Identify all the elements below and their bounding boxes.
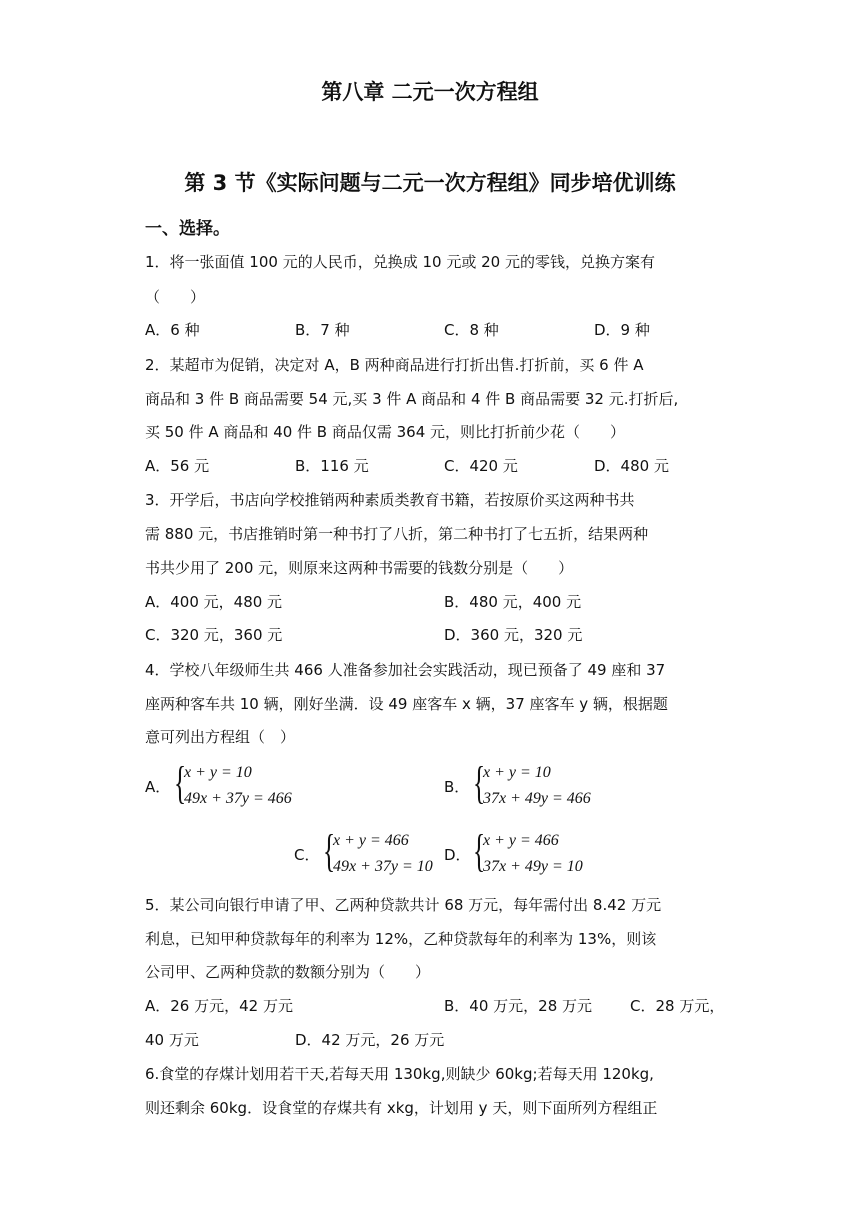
q6-line1: 6.食堂的存煤计划用若干天,若每天用 130kg,则缺少 60kg;若每天用 120kg,: [145, 1065, 654, 1083]
q1-option-b: B．7 种: [295, 321, 350, 339]
q5-option-c: C．28 万元，: [630, 997, 725, 1015]
q3-option-a: A．400 元，480 元: [145, 593, 283, 611]
q5-option-c-cont: 40 万元: [145, 1031, 199, 1049]
q3-option-d: D．360 元，320 元: [444, 626, 583, 644]
q2-line2: 商品和 3 件 B 商品需要 54 元,买 3 件 A 商品和 4 件 B 商品需要 32 元.打折后,: [145, 390, 679, 408]
q3-line2: 需 880 元，书店推销时第一种书打了八折，第二种书打了七五折，结果两种: [145, 525, 649, 543]
chapter-title: 第八章 二元一次方程组: [321, 80, 539, 104]
q5-line3: 公司甲、乙两种贷款的数额分别为（ ）: [145, 963, 431, 981]
q1-line2: （ ）: [145, 288, 206, 306]
q4-line3: 意可列出方程组（ ）: [145, 728, 296, 746]
q4-line2: 座两种客车共 10 辆，刚好坐满．设 49 座客车 x 辆，37 座客车 y 辆，根据题: [145, 695, 668, 713]
q4-option-d-label: D．: [444, 846, 471, 864]
q4-option-b-eq1: x + y = 10: [483, 764, 551, 781]
q1-option-c: C．8 种: [444, 321, 499, 339]
q4-option-a-eq1: x + y = 10: [184, 764, 252, 781]
q1-line1: 1．将一张面值 100 元的人民币，兑换成 10 元或 20 元的零钱，兑换方案有: [145, 253, 655, 271]
q4-option-c-label: C．: [294, 846, 320, 864]
section-title: 第 3 节《实际问题与二元一次方程组》同步培优训练: [184, 171, 676, 195]
q4-option-b-label: B．: [444, 778, 470, 796]
q3-option-c: C．320 元，360 元: [145, 626, 283, 644]
q3-line1: 3．开学后，书店向学校推销两种素质类教育书籍，若按原价买这两种书共: [145, 491, 635, 509]
q5-option-d: D．42 万元，26 万元: [295, 1031, 445, 1049]
q1-option-d: D．9 种: [594, 321, 650, 339]
q5-option-b: B．40 万元，28 万元: [444, 997, 593, 1015]
brace-icon: {: [473, 757, 486, 808]
q6-line2: 则还剩余 60kg．设食堂的存煤共有 xkg，计划用 y 天，则下面所列方程组正: [145, 1099, 658, 1117]
q3-option-b: B．480 元，400 元: [444, 593, 582, 611]
q2-option-b: B．116 元: [295, 457, 369, 475]
q4-option-b-eq2: 37x + 49y = 466: [483, 790, 591, 807]
q5-line1: 5．某公司向银行申请了甲、乙两种贷款共计 68 万元，每年需付出 8.42 万元: [145, 896, 662, 914]
q3-line3: 书共少用了 200 元，则原来这两种书需要的钱数分别是（ ）: [145, 559, 574, 577]
q2-option-d: D．480 元: [594, 457, 669, 475]
q2-option-c: C．420 元: [444, 457, 518, 475]
q5-option-a: A．26 万元，42 万元: [145, 997, 293, 1015]
q4-option-d-eq2: 37x + 49y = 10: [483, 858, 583, 875]
q2-option-a: A．56 元: [145, 457, 210, 475]
brace-icon: {: [323, 825, 336, 876]
brace-icon: {: [174, 757, 187, 808]
q4-option-a-label: A．: [145, 778, 171, 796]
q1-option-a: A．6 种: [145, 321, 200, 339]
brace-icon: {: [473, 825, 486, 876]
q4-line1: 4．学校八年级师生共 466 人准备参加社会实践活动，现已预备了 49 座和 37: [145, 661, 666, 679]
part-heading: 一、选择。: [145, 219, 230, 239]
q4-option-a-eq2: 49x + 37y = 466: [184, 790, 292, 807]
q2-line1: 2．某超市为促销，决定对 A，B 两种商品进行打折出售.打折前，买 6 件 A: [145, 356, 644, 374]
q4-option-d-eq1: x + y = 466: [483, 832, 559, 849]
q4-option-c-eq1: x + y = 466: [333, 832, 409, 849]
q5-line2: 利息，已知甲种贷款每年的利率为 12%，乙种贷款每年的利率为 13%，则该: [145, 930, 657, 948]
q2-line3: 买 50 件 A 商品和 40 件 B 商品仅需 364 元，则比打折前少花（ ）: [145, 423, 626, 441]
q4-option-c-eq2: 49x + 37y = 10: [333, 858, 433, 875]
